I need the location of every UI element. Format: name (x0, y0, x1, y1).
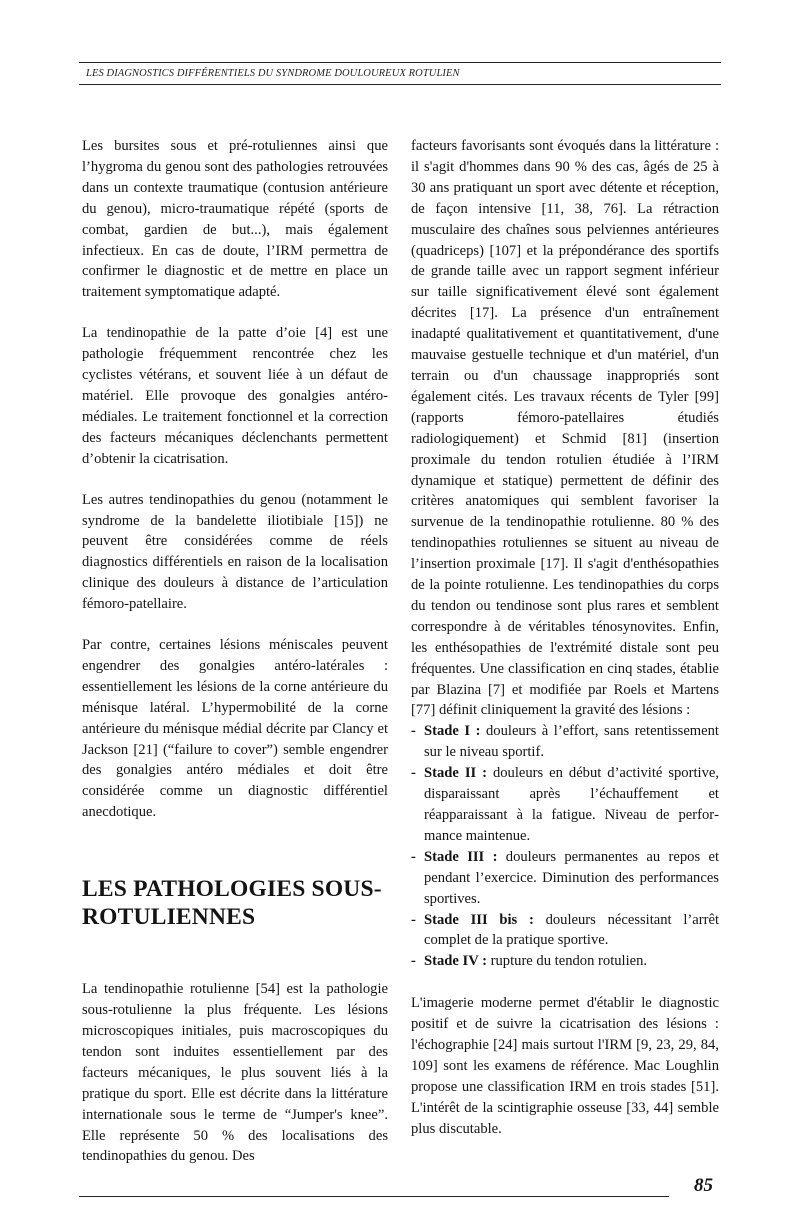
page-number: 85 (694, 1175, 713, 1196)
right-column (411, 136, 719, 1160)
stage-list (411, 721, 719, 972)
list-item (411, 951, 719, 972)
list-item (411, 763, 719, 847)
paragraph-imagerie: L'imagerie moderne permet d'établir le diagnostic positif et de suivre la cicatrisation des lésions : l'échographie [24] mais surtout l'IRM [9, 23, 29, 84, 109] sont les examens de référence. Mac Loughlin propose une classification IRM en trois stades [51]. L'intérêt de la scintigraphie osseuse [33, 44] semble plus discutable. (411, 995, 719, 1137)
stage-text: douleurs nécessitant l’arrêt complet de la pratique sportive. (424, 911, 719, 949)
footer-rule (79, 1196, 669, 1197)
stage-label: Stade III bis : (424, 911, 534, 928)
stage-text: douleurs permanentes au repos et pendant l’exercice. Diminution des performances sportives. (424, 848, 720, 907)
paragraph-autres-tendinopathies: Les autres tendinopathies du genou (notamment le syndrome de la bandelette iliotibiale [15]) ne peuvent être considérées comme de réels diagnostics différentiels en raison de la localisation clinique des douleurs à distance de l’articulation fémoro-patellaire. (82, 491, 388, 613)
paragraph-facteurs-favorisants: facteurs favorisants sont évoqués dans la littérature : il s'agit d'hommes dans 90 % des cas, âgés de 25 à 30 ans pratiquant un sport avec détente et réception, de façon intensive [11, 38, 76]. La rétraction musculaire des chaînes sous pelviennes antérieures (quadriceps) [107] et la prépondérance des sportifs de grande taille avec un rapport segment inférieur sur taille significativement élevé sont également décrites [17]. La présence d'un entraînement inadapté qualitativement et quantitativement, d'une mauvaise gestuelle technique et d'un matériel, d'un terrain ou d'un chaussage inappropriés sont également cités. Les travaux récents de Tyler [99] (rapports fémoro-patellaires étudiés radiologiquement) et Schmid [81] (insertion proximale du tendon rotulien étudiée à l’IRM dynamique et statique) permettent de définir des critères anatomiques qui semblent favoriser la survenue de la tendinopathie rotulienne. 80 % des tendinopathies rotuliennes se situent au niveau de l’insertion proximale [17]. Il s'agit d'enthésopathies de la pointe rotulienne. Les tendinopathies du corps du tendon ou tendinose sont plus rares et semblent correspondre à de véritables ténosynovites. Enfin, les enthésopathies de l'extrémité distale sont peu fréquentes. Une classification en cinq stades, établie par Blazina [7] et modifiée par Roels et Martens [77] définit cliniquement la gravité des lésions : (411, 138, 719, 719)
section-title: LES PATHOLOGIES SOUS-ROTULIENNES (82, 876, 382, 931)
list-dash: - (411, 953, 416, 970)
running-header: LES DIAGNOSTICS DIFFÉRENTIELS DU SYNDROME DOULOUREUX ROTULIEN (86, 68, 460, 79)
list-dash: - (411, 765, 416, 782)
stage-label: Stade II : (424, 765, 487, 782)
left-column (82, 136, 388, 1187)
list-item (411, 910, 719, 952)
list-dash: - (411, 848, 416, 865)
header-bottom-rule (79, 84, 721, 85)
paragraph-lesions-meniscales: Par contre, certaines lésions méniscales peuvent engendrer des gonalgies antéro-latérales : essentiellement les lésions de la corne antérieure du ménisque latéral. L’hypermobilité de la corne antérieure du ménisque médial décrite par Clancy et Jackson [21] (“failure to cover”) semble engendrer des gonalgies antéro médiales et doit être considérée comme un diagnostic différentiel anecdotique. (82, 637, 388, 821)
list-dash: - (411, 723, 416, 740)
paragraph-tendinopathie-rotulienne: La tendinopathie rotulienne [54] est la pathologie sous-rotulienne la plus fréquente. Les lésions microscopiques initiales, puis macroscopiques du tendon sont induites essentiellement par des facteurs mécaniques, le plus souvent liés à la pratique du sport. Elle est décrite dans la littérature internationale sous le terme de “Jumper's knee”. Elle représente 50 % des localisations des tendinopathies du genou. Des (82, 981, 388, 1165)
stage-label: Stade I : (424, 723, 481, 740)
list-item (411, 721, 719, 763)
header-top-rule (79, 62, 721, 63)
list-item (411, 847, 719, 910)
stage-text: douleurs en début d’activité sportive, disparaissant après l’échauffement et réapparaissant à la fatigue. Niveau de performance maintenue. (424, 765, 719, 844)
paragraph-patte-oie: La tendinopathie de la patte d’oie [4] est une pathologie fréquemment rencontrée chez les cyclistes vétérans, et souvent liée à un défaut de matériel. Elle provoque des gonalgies antéro-médiales. Le traitement fonctionnel et la correction des facteurs mécaniques déclenchants permettent d’obtenir la cicatrisation. (82, 325, 388, 467)
list-dash: - (411, 911, 416, 928)
stage-label: Stade III : (424, 848, 498, 865)
stage-text: rupture du tendon rotulien. (486, 953, 648, 970)
stage-text: douleurs à l’effort, sans retentissement sur le niveau sportif. (424, 723, 719, 761)
stage-label: Stade IV : (424, 953, 487, 970)
paragraph-bursites: Les bursites sous et pré-rotuliennes ainsi que l’hygroma du genou sont des pathologies retrouvées dans un contexte traumatique (contusion antérieure du genou), micro-traumatique répété (sports de combat, gardien de but...), mais également infectieux. En cas de doute, l’IRM permettra de confirmer le diagnostic et de mettre en place un traitement symptomatique adapté. (82, 138, 388, 301)
